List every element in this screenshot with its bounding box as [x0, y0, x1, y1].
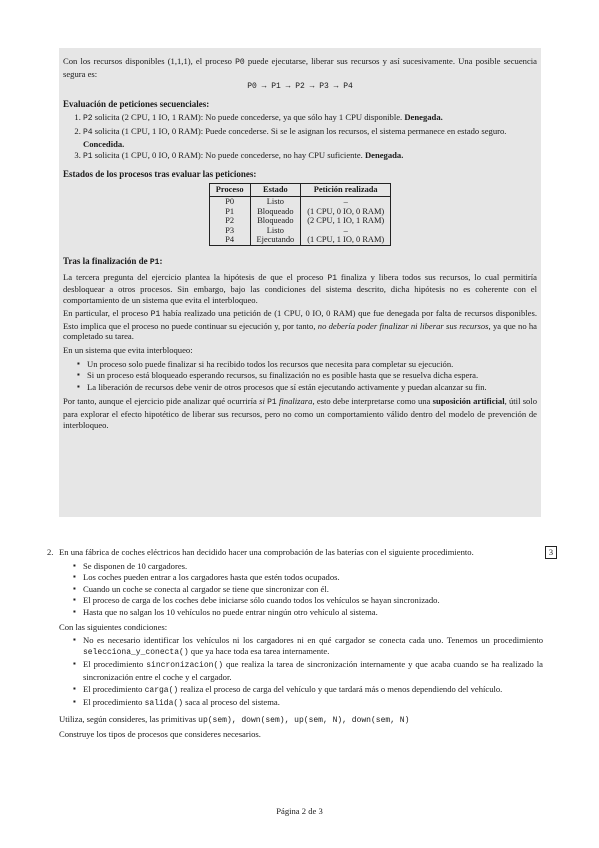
paragraph-hypothesis: La tercera pregunta del ejercicio plantea la hipótesis de que el proceso P1 finaliza y libera todos sus recursos, lo cual permitiría desbloquear a otros procesos. Sin embargo, bajo las condiciones del sistema descrito, dicha hipótesis no es coherente con el comportamiento de un sistema que evita el interbloqueo. [63, 271, 537, 305]
paragraph-detail: En particular, el proceso P1 había realizado una petición de (1 CPU, 0 IO, 0 RAM) que fue denegada por falta de recursos disponibles. Esto implica que el proceso no puede continuar su ejecución y, por tanto, no debería poder finalizar ni liberar sus recursos, ya que no ha completado su tarea. [63, 308, 537, 342]
construct-line: Construye los tipos de procesos que consideres necesarios. [59, 729, 261, 740]
request-item: 1. P2 solicita (2 CPU, 1 IO, 1 RAM): No puede concederse, ya que sólo hay 1 CPU disponible. Denegada. [83, 112, 537, 125]
conditions-label: Con las siguientes condiciones: [59, 621, 168, 632]
final-heading: Tras la finalización de P1: [63, 255, 163, 267]
question-intro: En una fábrica de coches eléctricos han decidido hacer una comprobación de las baterías con el siguiente procedimiento. [59, 547, 474, 557]
deadlock-bullets [63, 359, 537, 393]
table-row: P1 Bloqueado (1 CPU, 0 IO, 0 RAM) [209, 207, 390, 217]
code-p0: P0 [235, 58, 245, 67]
list-item: ▪ Hasta que no salgan los 10 vehículos no puede entrar ningún otro vehículo al sistema. [83, 607, 543, 618]
list-item: ▪ El procedimiento salida() saca al proceso del sistema. [83, 697, 543, 710]
list-item: ▪ Cuando un coche se conecta al cargador se tiene que sincronizar con él. [83, 584, 543, 595]
table-row: P0 Listo – [209, 196, 390, 206]
list-item: ▪ El procedimiento carga() realiza el proceso de carga del vehículo y que tardará más o menos dependiendo del vehículo. [83, 684, 543, 697]
table-row: P3 Listo – [209, 226, 390, 236]
question-number: 2. [47, 547, 54, 557]
table-header-row: Proceso Estado Petición realizada [209, 184, 390, 197]
list-item: ▪ El proceso de carga de los coches debe iniciarse sólo cuando todos los vehículos se hayan sincronizado. [83, 595, 543, 606]
list-item: ▪ El procedimiento sincronizacion() que realiza la tarea de sincronización internamente y que acaba cuando se ha realizado la sincronización entre el coche y el cargador. [83, 659, 543, 682]
list-item: ▪ Se disponen de 10 cargadores. [83, 561, 543, 572]
request-item: 2. P4 solicita (1 CPU, 1 IO, 0 RAM): Puede concederse. Si se le asignan los recursos, el sistema permanece en estado seguro. Concedida. [83, 126, 537, 149]
intro-paragraph: Con los recursos disponibles (1,1,1), el proceso P0 puede ejecutarse, liberar sus recursos y así sucesivamente. Una posible secuencia segura es: [63, 56, 537, 79]
question-2 [47, 547, 554, 743]
list-item: ▪ No es necesario identificar los vehículos ni los cargadores ni en qué cargador se conecta cada uno. Tenemos un procedimiento selecciona_y_conecta() que ya hace toda esa tarea internamente. [83, 635, 543, 658]
requests-list [63, 112, 537, 162]
conditions-bullets [59, 635, 543, 710]
states-heading: Estados de los procesos tras evaluar las peticiones: [63, 168, 257, 179]
solution-box [59, 48, 541, 517]
states-table [209, 183, 391, 246]
eval-heading: Evaluación de peticiones secuenciales: [63, 98, 210, 109]
paragraph-system: En un sistema que evita interbloqueo: [63, 345, 193, 356]
primitives-line: Utiliza, según consideres, las primitivas up(sem), down(sem), up(sem, N), down(sem, N) [59, 713, 410, 725]
page-footer: Página 2 de 3 [276, 806, 323, 816]
question-bullets [59, 561, 543, 618]
list-item: ▪ Los coches pueden entrar a los cargadores hasta que estén todos ocupados. [83, 572, 543, 583]
paragraph-conclusion: Por tanto, aunque el ejercicio pide analizar qué ocurriría si P1 finalizara, esto debe interpretarse como una suposición artificial, útil solo para explorar el efecto hipotético de liberar sus recursos, pero no como un comportamiento válido dentro del modelo de prevención de interbloqueo. [63, 396, 538, 430]
table-row: P4 Ejecutando (1 CPU, 1 IO, 0 RAM) [209, 235, 390, 245]
points-badge: 3 [545, 546, 557, 559]
safe-sequence: P0 → P1 → P2 → P3 → P4 [247, 82, 353, 92]
list-item: ▪ Si un proceso está bloqueado esperando recursos, su finalización no es posible hasta que se resuelva dicha espera. [87, 370, 537, 381]
request-item: 3. P1 solicita (1 CPU, 0 IO, 0 RAM): No puede concederse, no hay CPU suficiente. Denegada. [83, 150, 537, 163]
table-row: P2 Bloqueado (2 CPU, 1 IO, 1 RAM) [209, 216, 390, 226]
list-item: ▪ Un proceso solo puede finalizar si ha recibido todos los recursos que necesita para completar su ejecución. [87, 359, 537, 370]
list-item: ▪ La liberación de recursos debe venir de otros procesos que sí están ejecutando activamente y puedan alcanzar su fin. [87, 382, 537, 393]
